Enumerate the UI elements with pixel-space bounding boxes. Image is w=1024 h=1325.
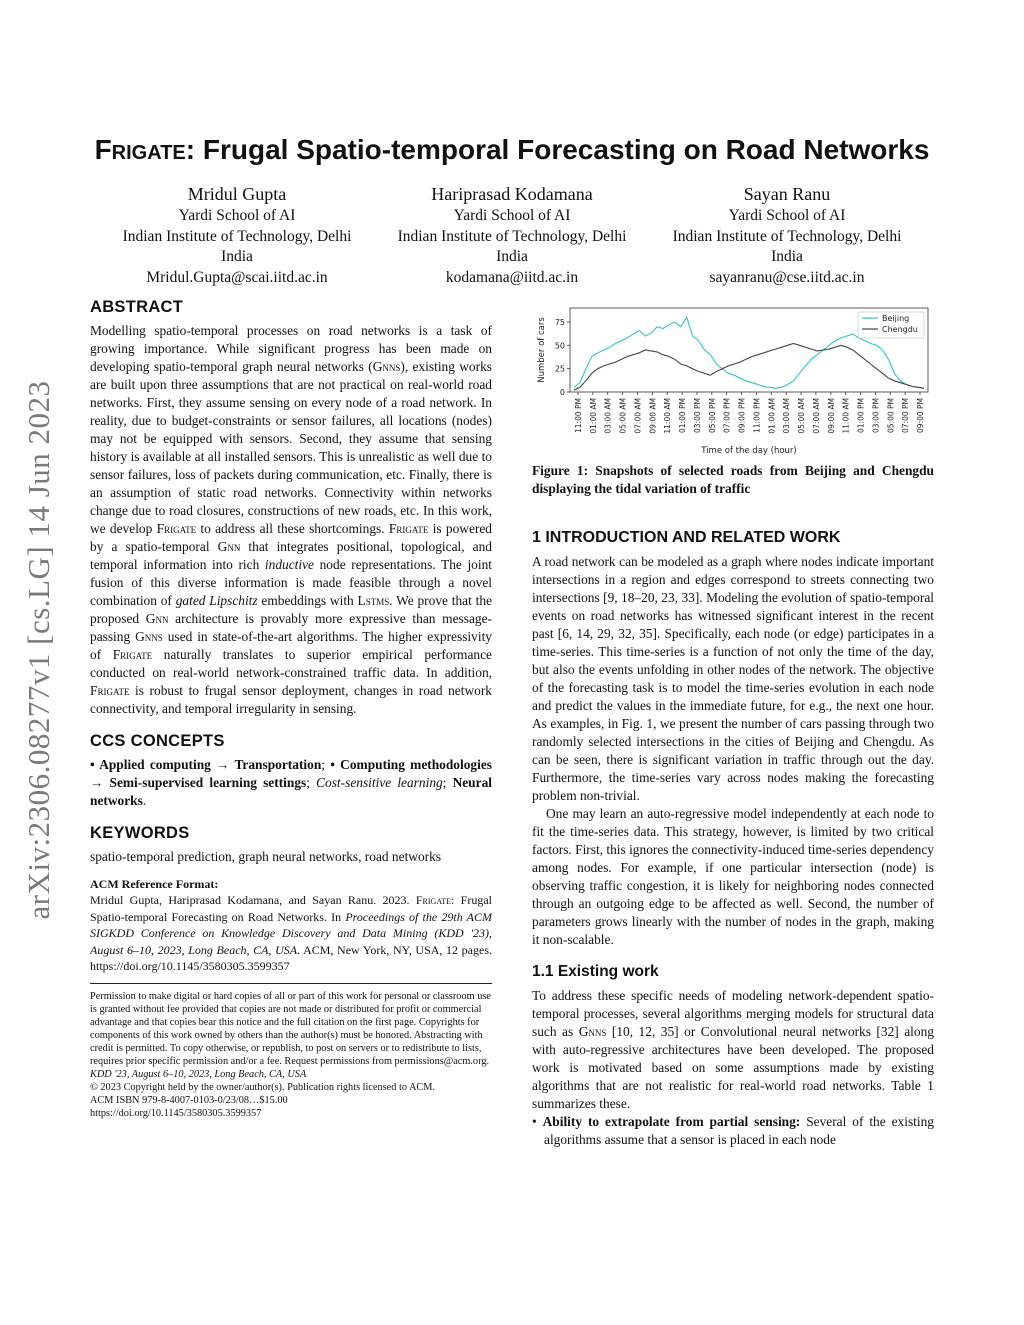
x-tick-label: 03:00 AM <box>782 398 792 434</box>
legend-label: Beijing <box>882 314 910 323</box>
abstract-text: Modelling spatio-temporal processes on road networks is a task of growing importance. While significant progress has been made on developing spatio-temporal graph neural networks (Gnns), existing works are built upon three assumptions that are not practical on real-world road networks. First, they assume sensing on every node of a road network. In reality, due to budget-constraints or sensor failures, all locations (nodes) may not be equipped with sensors. Second, they assume that sensing history is available at all installed sensors. This is unrealistic as well due to sensor failures, loss of packets during communication, etc. Finally, there is an assumption of static road networks. Connectivity within networks change due to road closures, constructions of new roads, etc. In this work, we develop Frigate to address all these shortcomings. Frigate is powered by a spatio-temporal Gnn that integrates positional, topological, and temporal information into rich inductive node representations. The joint fusion of this diverse information is made feasible through a novel combination of gated Lipschitz embeddings with Lstms. We prove that the proposed Gnn architecture is provably more expressive than message-passing Gnns used in state-of-the-art algorithms. The higher expressivity of Frigate naturally translates to superior empirical performance conducted on real-world network-constrained traffic data. In addition, Frigate is robust to frugal sensor deployment, changes in road network connectivity, and temporal irregularity in sensing. <box>90 323 493 716</box>
author-email: sayanranu@cse.iitd.ac.in <box>709 268 865 286</box>
footnote-rule <box>90 983 492 984</box>
permission-notice: Permission to make digital or hard copies of all or part of this work for personal or classroom use is granted without fee provided that copies are not made or distributed for profit or commercial advantage and that copies bear this notice and the full citation on the first page. Copyrights for components of this work owned by others than the author(s) must be honored. Abstracting with credit is permitted. To copy otherwise, or republish, to post on servers or to redistribute to lists, requires prior specific permission and/or a fee. Request permissions from permissions@acm.org. <box>90 990 491 1067</box>
x-tick-label: 01:00 AM <box>588 398 598 434</box>
x-tick-label: 01:00 PM <box>856 398 866 433</box>
permission-doi: https://doi.org/10.1145/3580305.3599357 <box>90 1107 262 1119</box>
paper-title <box>0 134 1024 166</box>
x-tick-label: 07:00 PM <box>722 398 732 433</box>
traffic-chart <box>532 304 936 456</box>
intro-heading: 1 INTRODUCTION AND RELATED WORK <box>532 529 841 546</box>
arxiv-stamp-text: arXiv:2306.08277v1 [cs.LG] 14 Jun 2023 <box>21 380 56 920</box>
author-block-1 <box>97 182 377 288</box>
author-inst: Indian Institute of Technology, Delhi <box>672 227 902 245</box>
x-tick-label: 03:00 AM <box>603 398 613 434</box>
y-tick-label: 50 <box>554 341 565 351</box>
x-tick-label: 03:00 PM <box>692 398 702 433</box>
permission-copyright: © 2023 Copyright held by the owner/author(s). Publication rights licensed to ACM. <box>90 1081 436 1093</box>
author-block-2 <box>372 182 652 288</box>
intro-paragraph-1: A road network can be modeled as a graph where nodes indicate important intersections in a region and edges correspond to streets connecting two intersections [9, 18–20, 23, 33]. Modeling the evolution of spatio-temporal events on road networks has witnessed significant interest in the recent past [6, 14, 29, 32, 35]. Specifically, each node (or edge) participates in a time-series. This time-series is a function of not only the time of the day, but also the events unfolding in other nodes of the network. The objective of the forecasting task is to model the time-series evolution in each node and predict the values in the immediate future, for e.g., the next one hour. As examples, in Fig. 1, we present the number of cars passing through two randomly selected intersections in the cities of Beijing and Chengdu. As can be seen, there is significant variation in traffic through out the day. Furthermore, the time-series vary across nodes making the forecasting problem non-trivial. <box>532 554 934 803</box>
author-email: Mridul.Gupta@scai.iitd.ac.in <box>146 268 328 286</box>
x-tick-label: 01:00 AM <box>767 398 777 434</box>
ccs-heading: CCS CONCEPTS <box>90 732 225 750</box>
existing-work-heading: 1.1 Existing work <box>532 963 659 980</box>
x-tick-label: 11:00 PM <box>574 398 583 433</box>
keywords-text: spatio-temporal prediction, graph neural networks, road networks <box>90 849 442 864</box>
right-column <box>532 529 934 1149</box>
ccs-text: • Applied computing → Transportation; • Computing methodologies → Semi-supervised learning settings; Cost-sensitive learning; Neural networks. <box>90 757 492 808</box>
title-rest: : Frugal Spatio-temporal Forecasting on Road Networks <box>185 134 930 165</box>
series-line-chengdu <box>574 344 924 391</box>
x-tick-label: 09:00 AM <box>648 398 658 434</box>
x-tick-label: 11:00 PM <box>752 398 762 433</box>
x-tick-label: 05:00 PM <box>707 398 717 433</box>
x-tick-label: 01:00 PM <box>678 398 688 433</box>
y-tick-label: 25 <box>554 364 565 374</box>
x-tick-label: 11:00 AM <box>663 398 673 434</box>
author-block-3 <box>647 182 927 288</box>
left-column <box>90 298 492 1120</box>
author-name: Sayan Ranu <box>743 184 831 204</box>
y-axis-label: Number of cars <box>537 317 547 383</box>
author-dept: Yardi School of AI <box>728 207 846 224</box>
x-tick-label: 05:00 PM <box>886 398 896 433</box>
author-inst: Indian Institute of Technology, Delhi <box>397 227 627 245</box>
y-tick-label: 75 <box>554 318 565 327</box>
permission-isbn: ACM ISBN 979-8-4007-0103-0/23/08…$15.00 <box>90 1094 288 1106</box>
author-inst: Indian Institute of Technology, Delhi <box>122 227 352 245</box>
x-tick-label: 11:00 AM <box>841 398 851 434</box>
reference-heading: ACM Reference Format: <box>90 877 219 891</box>
x-tick-label: 07:00 AM <box>633 398 643 434</box>
arxiv-stamp <box>10 360 68 940</box>
author-dept: Yardi School of AI <box>178 207 296 224</box>
author-name: Mridul Gupta <box>187 184 287 204</box>
figure-caption: Figure 1: Snapshots of selected roads from Beijing and Chengdu displaying the tidal variation of traffic <box>532 463 934 496</box>
author-country: India <box>771 248 803 265</box>
intro-paragraph-2: One may learn an auto-regressive model independently at each node to fit the time-series data. This strategy, however, is limited by two critical factors. First, this ignores the connectivity-induced time-series dependency among nodes. For example, if one particular intersection (node) is observing traffic congestion, it is likely for neighboring nodes connected through an outgoing edge to be affected as well. Second, the number of parameters grows linearly with the number of nodes in the graph, making it non-scalable. <box>532 806 934 947</box>
x-tick-label: 05:00 AM <box>618 398 628 434</box>
x-tick-label: 07:00 PM <box>901 398 911 433</box>
x-tick-label: 09:00 PM <box>916 398 925 433</box>
abstract-heading: ABSTRACT <box>90 298 184 316</box>
author-country: India <box>496 248 528 265</box>
keywords-heading: KEYWORDS <box>90 824 190 842</box>
legend-label: Chengdu <box>882 325 918 334</box>
x-tick-label: 07:00 AM <box>811 398 821 434</box>
permission-conf: KDD '23, August 6–10, 2023, Long Beach, CA, USA <box>90 1068 307 1080</box>
x-tick-label: 05:00 AM <box>797 398 807 434</box>
title-system-name: Frigate <box>94 134 186 165</box>
reference-text: Mridul Gupta, Hariprasad Kodamana, and Sayan Ranu. 2023. Frigate: Frugal Spatio-temporal Forecasting on Road Networks. In Proceedings of the 29th ACM SIGKDD Conference on Knowledge Discovery and Data Mining (KDD '23), August 6–10, 2023, Long Beach, CA, USA. ACM, New York, NY, USA, 12 pages. https://doi.org/10.1145/3580305.3599357 <box>90 893 492 973</box>
y-tick-label: 0 <box>559 388 565 397</box>
author-dept: Yardi School of AI <box>453 207 571 224</box>
author-email: kodamana@iitd.ac.in <box>445 268 579 286</box>
author-country: India <box>221 248 253 265</box>
existing-work-bullet: • Ability to extrapolate from partial sensing: Several of the existing algorithms assume that a sensor is placed in each node <box>532 1114 934 1147</box>
author-name: Hariprasad Kodamana <box>431 184 593 204</box>
x-tick-label: 09:00 AM <box>826 398 836 434</box>
existing-work-paragraph: To address these specific needs of modeling network-dependent spatio-temporal processes, several algorithms merging models for structural data such as Gnns [10, 12, 35] or Convolutional neural networks [32] along with auto-regressive architectures have been developed. The proposed work is motivated based on some assumptions made by existing algorithms that are not realistic for real-world road networks. Table 1 summarizes these. <box>532 988 934 1111</box>
x-axis-label: Time of the day (hour) <box>701 446 797 456</box>
x-tick-label: 03:00 PM <box>871 398 881 433</box>
x-tick-label: 09:00 PM <box>737 398 747 433</box>
